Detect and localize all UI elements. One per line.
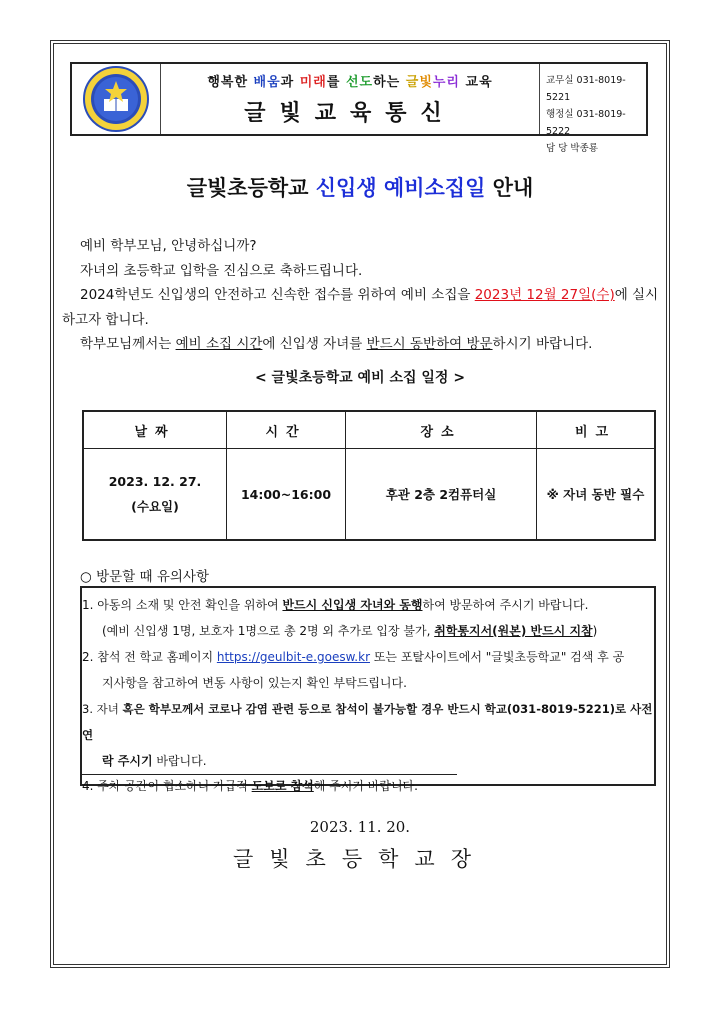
- homepage-link[interactable]: https://geulbit-e.goesw.kr: [216, 650, 370, 664]
- issue-date: 2023. 11. 20.: [309, 818, 411, 836]
- congratulation: 자녀의 초등학교 입학을 진심으로 축하드립니다.: [80, 262, 363, 279]
- table-row: [83, 449, 655, 541]
- school-emblem-icon: [82, 65, 150, 133]
- document-title: 글빛초등학교 신입생 예비소집일 안내: [186, 176, 534, 200]
- schedule-heading: < 글빛초등학교 예비 소집 일정 >: [254, 370, 466, 386]
- schedule-place: 후관 2층 2컴퓨터실: [346, 449, 537, 541]
- note-1: 1. 아동의 소재 및 안전 확인을 위하여 반드시 신입생 자녀와 동행하여 방문하여 주시기 바랍니다.: [82, 598, 589, 612]
- schedule-time: 14:00~16:00: [227, 449, 346, 541]
- school-motto: 행복한 배움과 미래를 선도하는 글빛누리 교육: [207, 75, 493, 90]
- note-4: 4. 주차 공간이 협소하니 가급적 도보로 참석해 주시기 바랍니다.: [82, 779, 418, 793]
- note-2: 2. 참석 전 학교 홈페이지 https://geulbit-e.goesw.kr 또는 포탈사이트에서 "글빛초등학교" 검색 후 공: [82, 650, 625, 664]
- col-date-header: 날짜: [83, 411, 227, 449]
- contact-line: 행정실 031-8019-5222: [546, 109, 626, 137]
- contact-line: 교무실 031-8019-5221: [546, 75, 626, 103]
- school-logo: [72, 64, 161, 134]
- table-header-row: [83, 411, 655, 449]
- col-place-header: 장소: [346, 411, 537, 449]
- col-time-header: 시간: [227, 411, 346, 449]
- note-3: 3. 자녀 혹은 학부모께서 코로나 감염 관련 등으로 참석이 불가능할 경우 반드시 학교(031-8019-5221)로 사전 연: [82, 702, 653, 742]
- schedule-announcement: 2024학년도 신입생의 안전하고 신속한 접수를 위하여 예비 소집을 2023년 12월 27일(수)에 실시하고자 합니다.: [62, 287, 659, 328]
- newsletter-header: [70, 62, 648, 154]
- header-center: [161, 64, 540, 134]
- schedule-note: ※ 자녀 동반 필수: [537, 449, 656, 541]
- note-2-continued: 지사항을 참고하여 변동 사항이 있는지 확인 부탁드립니다.: [102, 676, 407, 690]
- attendance-request: 학부모님께서는 예비 소집 시간에 신입생 자녀를 반드시 동반하여 방문하시기 바랍니다.: [80, 336, 593, 352]
- newsletter-title: 글빛교육통신: [244, 101, 456, 126]
- col-note-header: 비고: [537, 411, 656, 449]
- schedule-date: 2023. 12. 27. (수요일): [83, 449, 227, 541]
- body-paragraphs: [62, 234, 662, 357]
- greeting: 예비 학부모님, 안녕하십니까?: [80, 238, 257, 254]
- contact-line: 담 당 박종룡: [546, 143, 598, 154]
- principal-signature: 글빛초등학교장: [232, 847, 487, 871]
- notes-box: [80, 586, 656, 793]
- note-3-continued: 락 주시기 바랍니다.: [102, 754, 207, 768]
- notes-heading: ○ 방문할 때 유의사항: [80, 569, 209, 585]
- note-1-detail: (예비 신입생 1명, 보호자 1명으로 총 2명 외 추가로 입장 불가, 취학통지서(원본) 반드시 지참): [102, 624, 598, 638]
- contact-info: [540, 64, 646, 154]
- schedule-table: [82, 410, 656, 541]
